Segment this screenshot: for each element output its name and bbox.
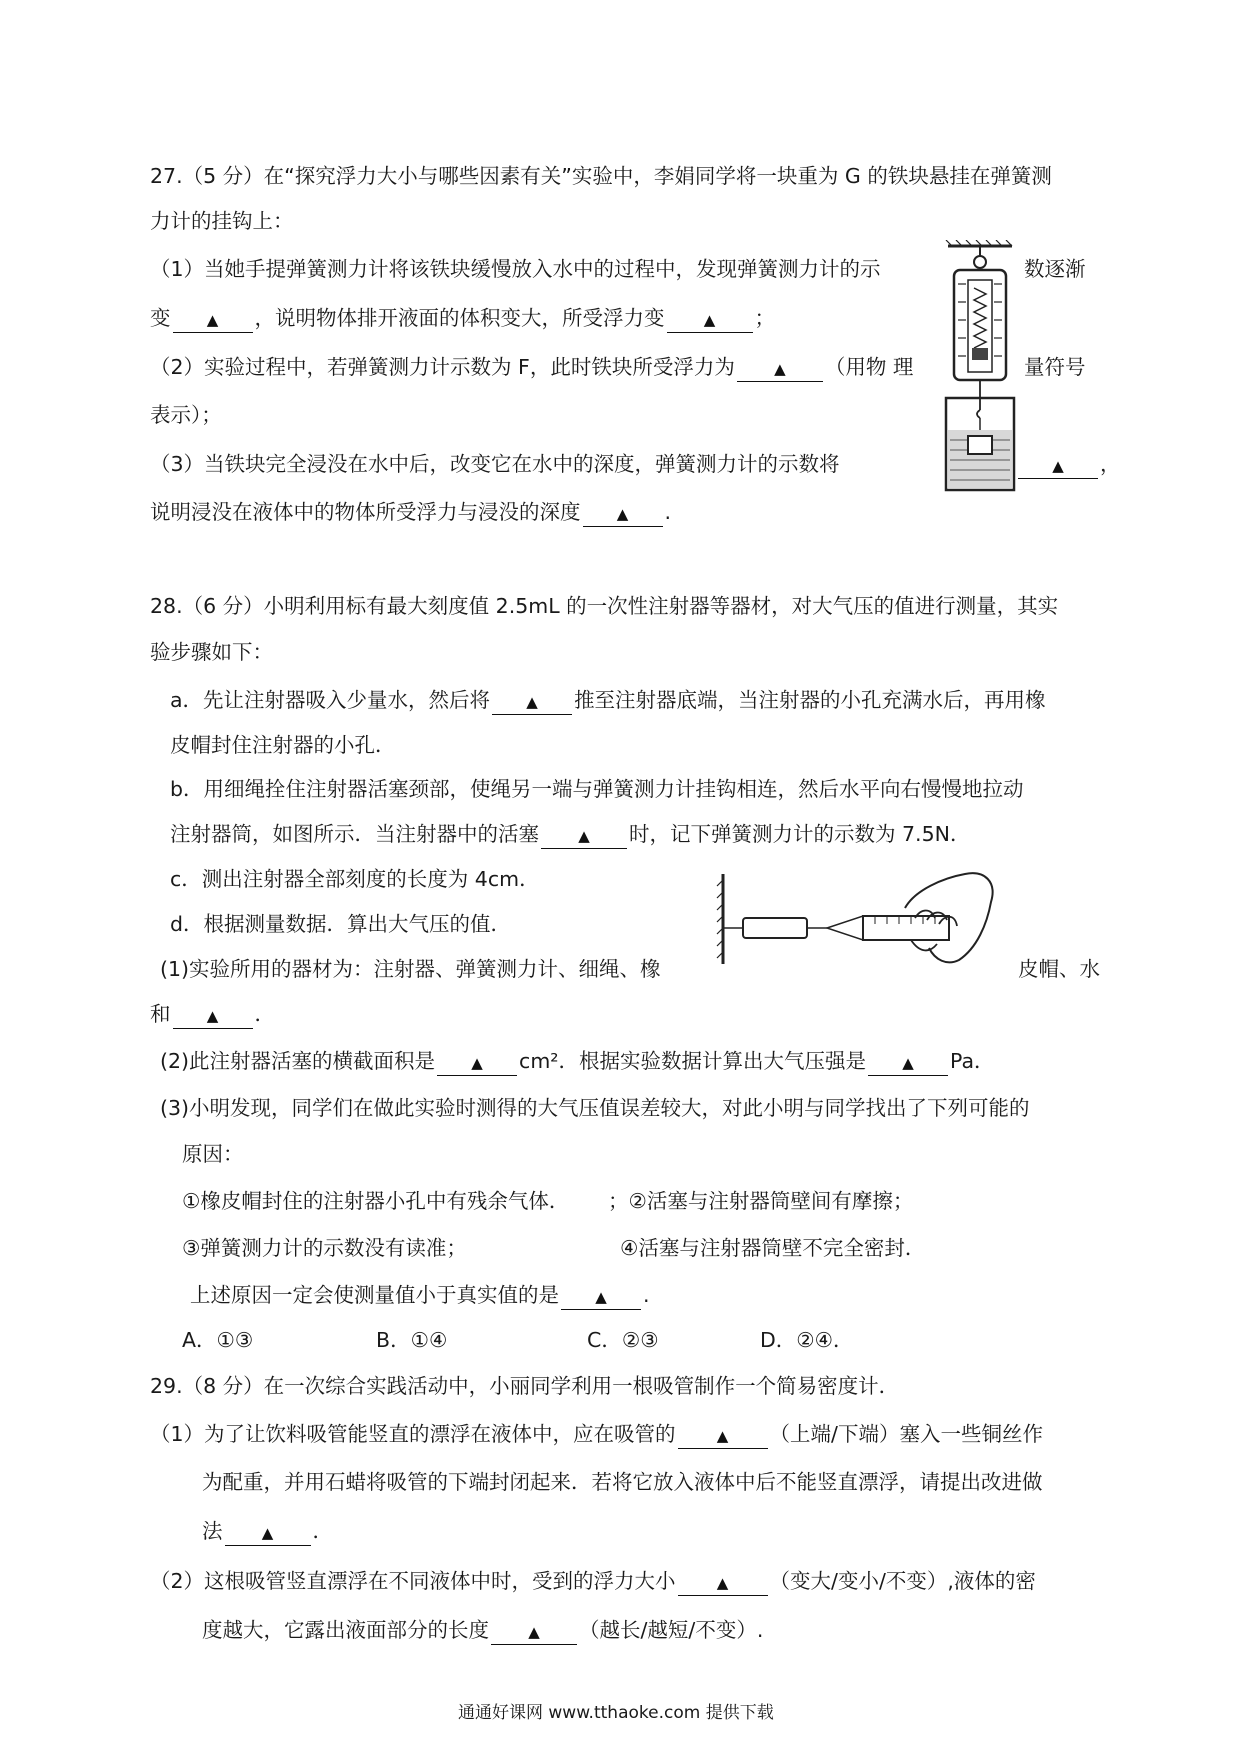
q28-option-b[interactable]: B．①④ (376, 1328, 448, 1352)
answer-blank[interactable]: ▲ (678, 1571, 768, 1596)
q27-part2-line2: 表示）； (150, 403, 222, 427)
text: . (664, 500, 672, 524)
q28-sub3-line1: (3)小明发现，同学们在做此实验时测得的大气压值误差较大，对此小明与同学找出了下列可能的 (160, 1096, 1030, 1120)
text: 和 (150, 1002, 171, 1026)
text: （2）实验过程中，若弹簧测力计示数为 F，此时铁块所受浮力为 (150, 355, 735, 379)
answer-blank[interactable]: ▲ (678, 1424, 768, 1449)
answer-blank[interactable]: ▲ (868, 1051, 948, 1076)
text: Pa． (950, 1049, 995, 1073)
q28-option-c[interactable]: C．②③ (587, 1328, 659, 1352)
q27-part1-line1-tail: 数逐渐 (1024, 257, 1086, 281)
q28-intro-line2: 验步骤如下： (150, 640, 273, 664)
q27-part2-line1 (150, 353, 913, 382)
text: （越长/越短/不变）. (579, 1618, 764, 1642)
text: （2）这根吸管竖直漂浮在不同液体中时，受到的浮力大小 (150, 1569, 676, 1593)
q29-part2-line2 (202, 1616, 763, 1645)
q29-part1-line3 (202, 1517, 333, 1546)
q28-step-b-line2 (170, 820, 970, 849)
text: . (643, 1283, 650, 1307)
text: 上述原因一定会使测量值小于真实值的是 (190, 1283, 559, 1307)
q28-step-a-line2: 皮帽封住注射器的小孔． (170, 733, 396, 757)
answer-blank[interactable]: ▲ (437, 1051, 517, 1076)
syringe-experiment-figure (715, 868, 1005, 968)
answer-blank[interactable]: ▲ (561, 1285, 641, 1310)
spring-scale-figure (940, 240, 1020, 495)
answer-blank[interactable]: ▲ (1018, 454, 1098, 479)
text: 法 (202, 1519, 223, 1543)
text: (2)此注射器活塞的横截面积是 (160, 1049, 436, 1073)
text: 度越大，它露出液面部分的长度 (202, 1618, 489, 1642)
q27-part1-line1: （1）当她手提弹簧测力计将该铁块缓慢放入水中的过程中，发现弹簧测力计的示 (150, 257, 881, 281)
q29-part2-line1 (150, 1567, 1036, 1596)
text: ． (254, 1002, 275, 1026)
answer-blank[interactable]: ▲ (492, 690, 572, 715)
q27-part3-line2 (150, 498, 671, 527)
footer-source: 通通好课网 www.tthaoke.com 提供下载 (458, 1703, 774, 1723)
q27-intro-line2: 力计的挂钩上： (150, 209, 294, 233)
q29-part1-line1 (150, 1420, 1043, 1449)
text: cm²．根据实验数据计算出大气压强是 (519, 1049, 867, 1073)
q28-step-d: d．根据测量数据．算出大气压的值． (170, 912, 512, 936)
answer-blank[interactable]: ▲ (541, 824, 627, 849)
q28-option-d[interactable]: D．②④． (760, 1328, 854, 1352)
answer-blank[interactable]: ▲ (173, 308, 253, 333)
q28-reason-3: ③弹簧测力计的示数没有读准； (182, 1236, 467, 1260)
q28-intro-line1: 28.（6 分）小明利用标有最大刻度值 2.5mL 的一次性注射器等器材，对大气压的值进行测量，其实 (150, 594, 1059, 618)
q28-sub1-line2 (150, 1000, 275, 1029)
q27-part3-line1-tail (1016, 450, 1121, 479)
q27-part2-line1-tail: 量符号 (1024, 355, 1086, 379)
text: 变 (150, 306, 171, 330)
q27-part1-line2 (150, 304, 775, 333)
answer-blank[interactable]: ▲ (583, 502, 663, 527)
q27-intro-line1: 27.（5 分）在“探究浮力大小与哪些因素有关”实验中，李娟同学将一块重为 G 的铁块悬挂在弹簧测 (150, 164, 1052, 188)
text: （上端/下端）塞入一些铜丝作 (769, 1422, 1043, 1446)
text: （变大/变小/不变）,液体的密 (769, 1569, 1036, 1593)
text: 注射器筒，如图所示．当注射器中的活塞 (170, 822, 539, 846)
text: （用物 理 (824, 355, 914, 379)
q28-sub1-line1: (1)实验所用的器材为：注射器、弹簧测力计、细绳、橡 (160, 957, 661, 981)
q29-part1-line2: 为配重，并用石蜡将吸管的下端封闭起来．若将它放入液体中后不能竖直漂浮，请提出改进做 (202, 1470, 1043, 1494)
answer-blank[interactable]: ▲ (225, 1521, 311, 1546)
q28-sub3-question (190, 1281, 650, 1310)
q28-sub1-line1-tail: 皮帽、水 (1018, 957, 1100, 981)
q28-sub3-line2: 原因： (182, 1142, 244, 1166)
answer-blank[interactable]: ▲ (737, 357, 823, 382)
text: a．先让注射器吸入少量水，然后将 (170, 688, 491, 712)
text: ， (1100, 452, 1121, 476)
text: 说明浸没在液体中的物体所受浮力与浸没的深度 (150, 500, 581, 524)
text: （1）为了让饮料吸管能竖直的漂浮在液体中，应在吸管的 (150, 1422, 676, 1446)
text: 时，记下弹簧测力计的示数为 7.5N． (629, 822, 971, 846)
text: 推至注射器底端，当注射器的小孔充满水后，再用橡 (574, 688, 1046, 712)
q27-part3-line1: （3）当铁块完全浸没在水中后，改变它在水中的深度，弹簧测力计的示数将 (150, 452, 840, 476)
q28-step-b-line1: b．用细绳拴住注射器活塞颈部，使绳另一端与弹簧测力计挂钩相连，然后水平向右慢慢地拉动 (170, 777, 1024, 801)
q28-reason-2: ；②活塞与注射器筒壁间有摩擦； (608, 1189, 914, 1213)
q28-reason-4: ④活塞与注射器筒壁不完全密封． (620, 1236, 926, 1260)
q28-step-c: c．测出注射器全部刻度的长度为 4cm． (170, 867, 540, 891)
q28-step-a-line1 (170, 686, 1046, 715)
text: ，说明物体排开液面的体积变大，所受浮力变 (254, 306, 665, 330)
q28-sub2 (160, 1047, 995, 1076)
q28-reason-1: ①橡皮帽封住的注射器小孔中有残余气体． (182, 1189, 570, 1213)
q28-option-a[interactable]: A．①③ (182, 1328, 254, 1352)
q29-intro: 29.（8 分）在一次综合实践活动中，小丽同学利用一根吸管制作一个简易密度计． (150, 1374, 900, 1398)
text: ； (754, 306, 775, 330)
text: ． (312, 1519, 333, 1543)
answer-blank[interactable]: ▲ (667, 308, 753, 333)
answer-blank[interactable]: ▲ (173, 1004, 253, 1029)
answer-blank[interactable]: ▲ (491, 1620, 577, 1645)
